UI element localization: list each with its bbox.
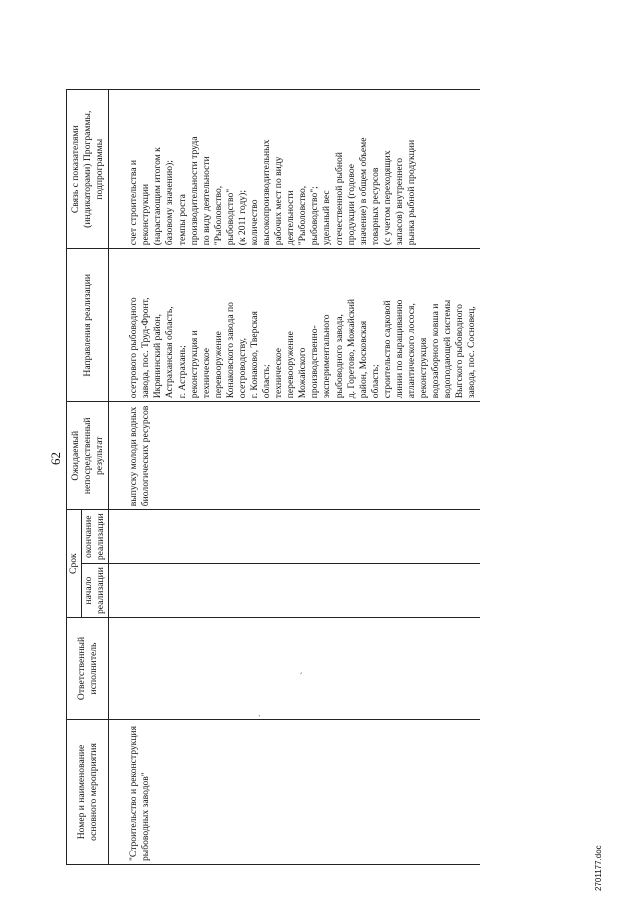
directions-line: осетрового рыбоводного (128, 297, 140, 399)
cell-term-start (127, 564, 479, 618)
indicator-line: продукции (годовое (345, 163, 357, 246)
directions-line: водозаборного ковша и (430, 303, 442, 399)
header-result: Ожидаемый непосредственный результат (67, 402, 109, 510)
indicator-line: "Рыболовство, (212, 185, 224, 246)
page-number: 62 (48, 452, 63, 465)
indicator-line: (к 2011 году); (236, 190, 248, 246)
directions-line: водоподающей системы (442, 299, 454, 399)
header-term-start: начало реализации (82, 564, 109, 618)
header-executor: Ответственный исполнитель (67, 618, 109, 720)
directions-line: завода, пос. Труд-Фронт, (140, 297, 152, 399)
directions-line: г. Астрахань; (176, 345, 188, 399)
indicator-line: товарных ресурсов (369, 167, 381, 246)
directions-line: реконструкция и (188, 330, 200, 399)
directions-line: Конаковского завода по (224, 302, 236, 399)
header-directions: Направления реализации (67, 249, 109, 402)
directions-line: перевооружение (285, 331, 297, 399)
cell-measure: "Строительство и реконструкция рыбоводных заводов" (127, 720, 479, 865)
indicator-line: рынка рыбной продукции (406, 139, 418, 246)
directions-line: экспериментального (321, 314, 333, 399)
directions-line: атлантического лосося, (406, 303, 418, 399)
directions-line: завода, пос. Сосновец, (466, 306, 478, 399)
indicator-line: реконструкции (140, 183, 152, 246)
directions-line: линии по выращиванию (393, 299, 405, 399)
directions-line: рыбоводного завода, (333, 314, 345, 399)
program-measures-table (66, 89, 480, 865)
indicator-line: рабочих мест по виду (273, 156, 285, 246)
indicator-line: количество (249, 199, 261, 246)
directions-line: Астраханская область, (164, 306, 176, 399)
indicator-line: по виду деятельности (200, 156, 212, 246)
scan-artifact: . (252, 714, 263, 717)
indicator-line: деятельности (285, 190, 297, 246)
table-spacer-row (109, 90, 128, 865)
directions-line: перевооружение (212, 331, 224, 399)
indicator-line: производительности труда (188, 136, 200, 246)
directions-line: реконструкция (418, 337, 430, 399)
footer-filename: 2701177.doc (594, 845, 603, 891)
indicator-line: запасов) внутреннего (393, 157, 405, 246)
directions-line: производственно- (309, 325, 321, 399)
cell-result: выпуску молоди водных биологических ресурсов (127, 402, 479, 510)
indicator-line: рыбоводство"; (309, 186, 321, 246)
cell-executor (127, 618, 479, 720)
header-link: Связь с показателями (индикаторами) Программы, подпрограммы (67, 90, 109, 249)
indicator-line: базовому значению); (164, 160, 176, 246)
cell-directions (127, 249, 479, 402)
header-measure: Номер и наименование основного мероприятия (67, 720, 109, 865)
directions-line: д. Горетово, Можайский (345, 299, 357, 399)
indicator-line: рыбоводство" (224, 188, 236, 246)
header-term: Срок (67, 510, 82, 618)
scan-artifact: ` (300, 671, 311, 675)
indicator-line: (с учетом переходящих (381, 150, 393, 246)
directions-line: область; (369, 364, 381, 399)
directions-line: г. Конаково, Тверская (249, 311, 261, 399)
indicator-line: счет строительства и (128, 159, 140, 246)
directions-line: Можайского (297, 347, 309, 399)
directions-line: техническое (273, 347, 285, 399)
directions-line: строительство садковой (381, 300, 393, 399)
directions-line: Выгского рыбоводного (454, 304, 466, 399)
directions-line: Икрянинский район, (152, 313, 164, 399)
directions-line: осетроводству, (236, 337, 248, 399)
indicator-line: отечественной рыбной (333, 152, 345, 246)
indicator-line: значение) в общем объеме (357, 137, 369, 246)
table-row (127, 90, 479, 865)
directions-line: область; (261, 364, 273, 399)
cell-term-end (127, 510, 479, 564)
indicator-line: (нарастающим итогом к (152, 147, 164, 246)
indicator-line: высокопроизводительных (261, 139, 273, 246)
directions-line: техническое (200, 347, 212, 399)
cell-link (127, 90, 479, 249)
directions-line: район, Московская (357, 320, 369, 399)
indicator-line: удельный вес (321, 190, 333, 246)
indicator-line: "Рыболовство, (297, 185, 309, 246)
header-term-end: окончание реализации (82, 510, 109, 564)
indicator-line: темпы роста (176, 194, 188, 246)
